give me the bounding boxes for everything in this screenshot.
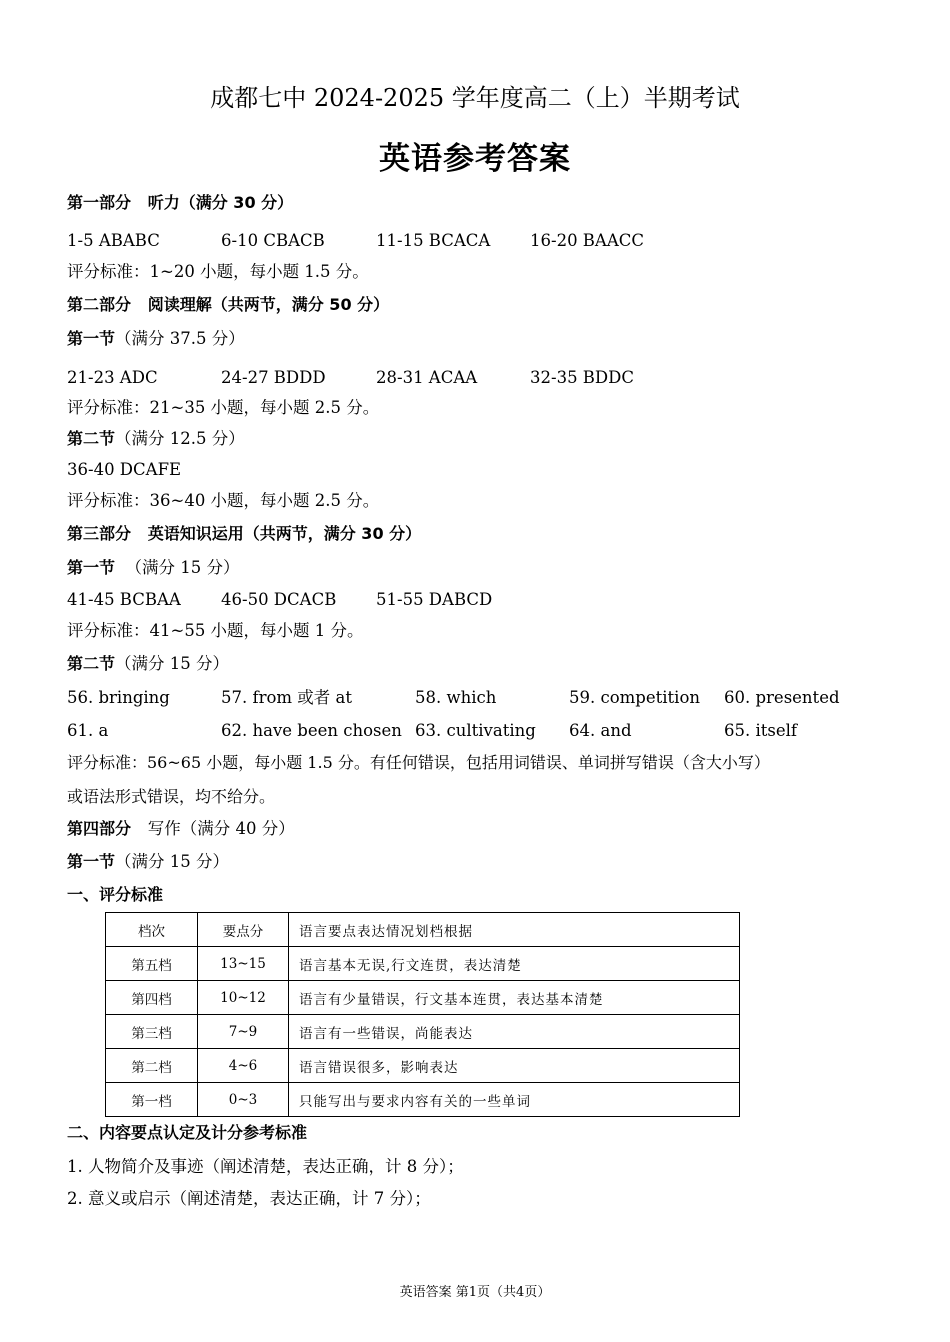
section-heading: 第二节（满分 15 分） [67,654,230,673]
content-heading: 二、内容要点认定及计分参考标准 [67,1123,308,1142]
table-cell: 13~15 [198,947,289,981]
answer-group: 46-50 DCACB [221,590,337,609]
answer-group: 21-23 ADC [67,368,158,387]
blank-answer: 60. presented [724,688,840,707]
table-cell: 语言基本无误,行文连贯，表达清楚 [289,947,740,981]
table-cell: 第五档 [106,947,198,981]
table-cell: 7~9 [198,1015,289,1049]
part2-heading: 第二部分 阅读理解（共两节，满分 50 分） [67,295,390,314]
table-cell: 语言错误很多，影响表达 [289,1049,740,1083]
content-point: 2. 意义或启示（阐述清楚，表达正确，计 7 分）； [67,1189,431,1208]
page-footer: 英语答案 第1页（共4页） [399,1285,551,1300]
answer-group: 16-20 BAACC [530,231,645,250]
table-cell: 4~6 [198,1049,289,1083]
blank-answer: 63. cultivating [415,721,536,740]
table-header: 语言要点表达情况划档根据 [289,913,740,947]
content-point: 1. 人物简介及事迹（阐述清楚，表达正确，计 8 分）； [67,1157,464,1176]
blank-answer: 64. and [569,721,632,740]
answer-group: 24-27 BDDD [221,368,326,387]
table-header: 档次 [106,913,198,947]
blank-answer: 59. competition [569,688,701,707]
answer-group: 1-5 ABABC [67,231,160,250]
scoring-standard: 评分标准：56~65 小题，每小题 1.5 分。有任何错误，包括用词错误、单词拼写错误（含大小写） [67,753,770,772]
table-header: 要点分 [198,913,289,947]
scoring-standard-cont: 或语法形式错误，均不给分。 [67,787,276,806]
scoring-standard: 评分标准：1~20 小题，每小题 1.5 分。 [67,262,369,281]
blank-answer: 62. have been chosen [221,721,402,740]
table-cell: 10~12 [198,981,289,1015]
table-row [106,947,740,981]
table-cell: 第三档 [106,1015,198,1049]
answer-group: 6-10 CBACB [221,231,325,250]
answer-group: 32-35 BDDC [530,368,635,387]
table-header-row [106,913,740,947]
table-row [106,981,740,1015]
table-cell: 语言有一些错误，尚能表达 [289,1015,740,1049]
blank-answer: 58. which [415,688,497,707]
table-row [106,1049,740,1083]
exam-title: 成都七中 2024-2025 学年度高二（上）半期考试 [210,84,740,112]
section-heading: 第二节（满分 12.5 分） [67,429,245,448]
scoring-table [105,912,740,1117]
table-cell: 只能写出与要求内容有关的一些单词 [289,1083,740,1117]
answer-group: 28-31 ACAA [376,368,478,387]
scoring-standard: 评分标准：36~40 小题，每小题 2.5 分。 [67,491,380,510]
blank-answer: 61. a [67,721,109,740]
answer-group: 11-15 BCACA [376,231,491,250]
table-row [106,1015,740,1049]
blank-answer: 57. from 或者 at [221,688,353,707]
answer-group: 51-55 DABCD [376,590,493,609]
section-heading: 第一节（满分 37.5 分） [67,329,245,348]
part3-heading: 第三部分 英语知识运用（共两节，满分 30 分） [67,524,422,543]
scoring-standard: 评分标准：21~35 小题，每小题 2.5 分。 [67,398,380,417]
section-heading: 第一节 （满分 15 分） [67,558,240,577]
criteria-heading: 一、评分标准 [67,885,164,904]
table-cell: 第一档 [106,1083,198,1117]
page-title: 英语参考答案 [379,141,571,177]
scoring-standard: 评分标准：41~55 小题，每小题 1 分。 [67,621,364,640]
part1-heading: 第一部分 听力（满分 30 分） [67,193,294,212]
table-cell: 语言有少量错误，行文基本连贯，表达基本清楚 [289,981,740,1015]
section-heading: 第一节（满分 15 分） [67,852,230,871]
table-cell: 0~3 [198,1083,289,1117]
answer-group: 36-40 DCAFE [67,460,182,479]
blank-answer: 56. bringing [67,688,170,707]
part4-heading: 第四部分 写作（满分 40 分） [67,819,295,838]
answer-group: 41-45 BCBAA [67,590,181,609]
blank-answer: 65. itself [724,721,798,740]
table-cell: 第四档 [106,981,198,1015]
table-row [106,1083,740,1117]
table-cell: 第二档 [106,1049,198,1083]
